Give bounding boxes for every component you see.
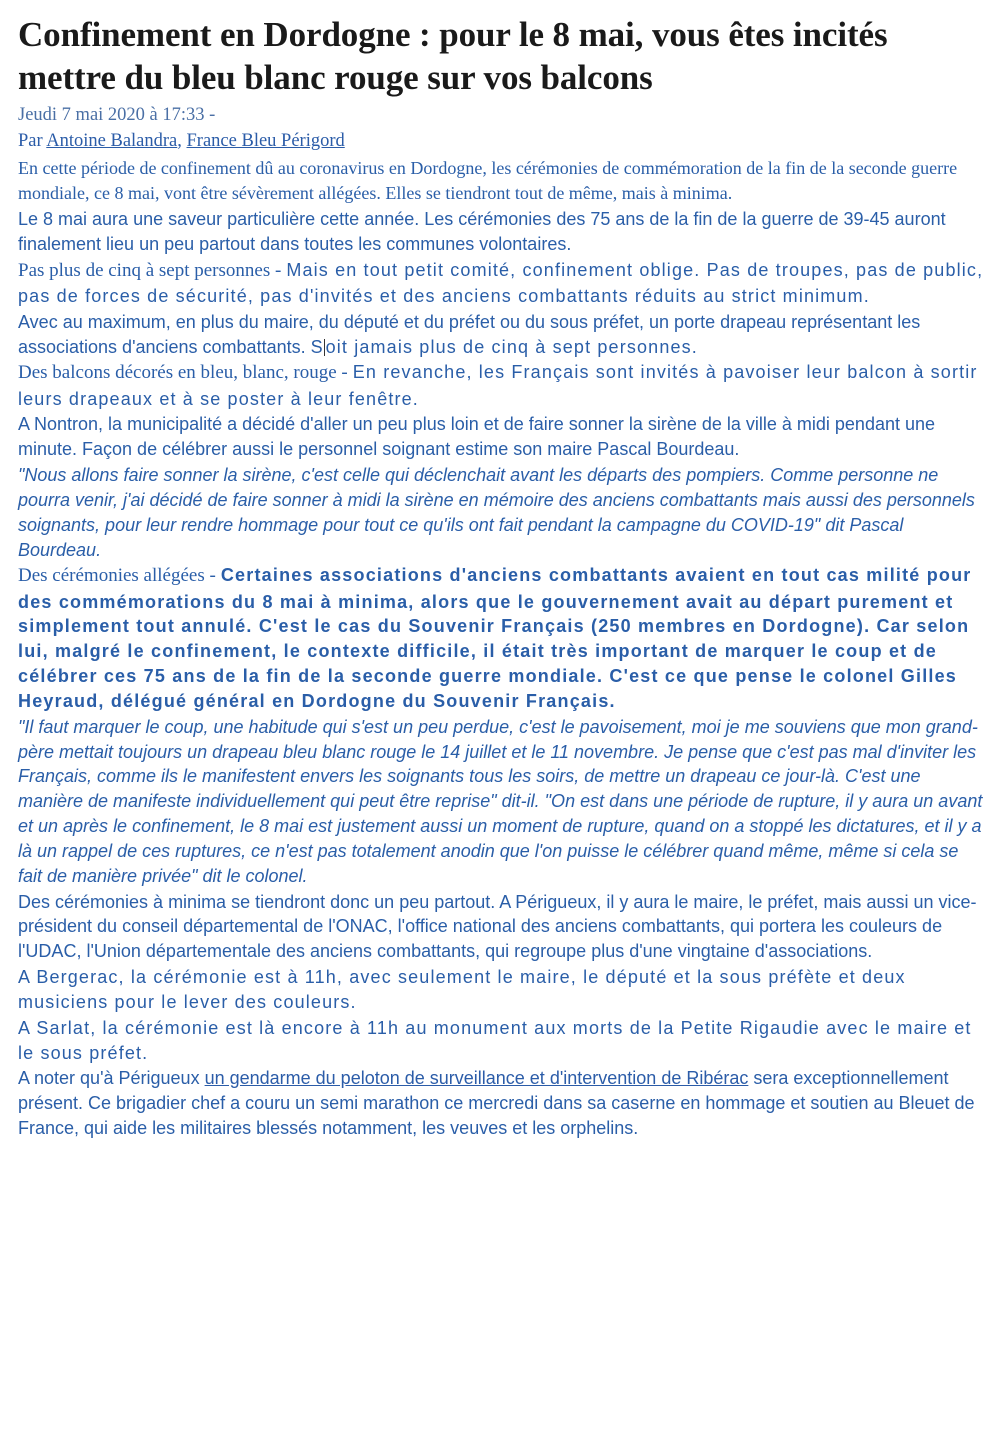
text-max-attendees: Avec au maximum, en plus du maire, du député et du préfet ou du sous préfet, un porte drapeau représentant les associations d'anciens combattants. S (18, 311, 921, 357)
paragraph-gendarme (18, 1066, 984, 1140)
paragraph-perigueux: Des cérémonies à minima se tiendront donc un peu partout. A Périgueux, il y aura le maire, le préfet, mais aussi un vice-président du conseil départemental de l'ONAC, l'office national des anciens combattants, qui portera les couleurs de l'UDAC, l'Union départementale des anciens combattants, qui regroupe plus d'une vingtaine d'associations. (18, 891, 977, 962)
paragraph-nontron: A Nontron, la municipalité a décidé d'aller un peu plus loin et de faire sonner la sirène de la ville à midi pendant une minute. Façon de célébrer aussi le personnel soignant estime son maire Pascal Bourdeau. (18, 414, 936, 460)
quote-colonel-first: "Il faut marquer le coup, une habitude qui s'est un peu perdue, c'est le pavoisement, moi je me souviens que mon grand-père mettait toujours un drapeau bleu blanc rouge le 14 juillet et le 11 novembre. Je pense que c'est pas mal d'inviter les Français, comme ils le manifestent envers les soignants tous les soirs, de mettre un drapeau ce jour-là. C'est une manière de manifeste individuellement qui peut être reprise" (18, 716, 978, 812)
text-gendarme-after: sera exceptionnellement présent. Ce brigadier chef a couru un semi marathon ce mercredi dans sa caserne en hommage et soutien au Bleuet de France, qui aide les militaires blessés notamment, les veuves et les orphelins. (18, 1068, 975, 1139)
paragraph-small-committee (18, 258, 984, 309)
gendarme-article-link[interactable]: un gendarme du peloton de surveillance et d'intervention de Ribérac (204, 1068, 749, 1089)
page-title: Confinement en Dordogne : pour le 8 mai, vous êtes incités mettre du bleu blanc rouge sur vos balcons (18, 15, 888, 97)
paragraph-anniversary: Le 8 mai aura une saveur particulière cette année. Les cérémonies des 75 ans de la fin de la guerre de 39-45 auront finalement lieu un peu partout dans toutes les communes volontaires. (18, 209, 946, 254)
heading-light-ceremonies: Des cérémonies allégées - (18, 565, 216, 587)
quote-colonel (18, 715, 984, 889)
paragraph-sarlat: A Sarlat, la cérémonie est là encore à 11h au monument aux morts de la Petite Rigaudie avec le maire et le sous préfet. (18, 1017, 972, 1063)
quote-colonel-first-attribution: dit-il. (496, 791, 545, 812)
paragraph-max-attendees (18, 310, 984, 360)
byline-prefix: Par (18, 131, 47, 152)
text-balconies: En revanche, les Français sont invités à pavoiser leur balcon à sortir leurs drapeaux et à se poster à leur fenêtre. (18, 362, 978, 409)
text-max-attendees-tail: oit jamais plus de cinq à sept personnes. (325, 336, 698, 357)
quote-bourdeau (18, 463, 984, 562)
publication-date: Jeudi 7 mai 2020 à 17:33 - (18, 105, 216, 126)
quote-colonel-second: "On est dans une période de rupture, il y aura un avant et un après le confinement, le 8 mai est justement aussi un moment de rupture, quand on a stoppé les dictatures, et il y a là un rappel de ces ruptures, ce n'est pas totalement anodin que l'on puisse le célébrer quand même, même si cela se fait de manière privée" (18, 791, 983, 886)
text-light-ceremonies: Certaines associations d'anciens combattants avaient en tout cas milité pour des commémorations du 8 mai à minima, alors que le gouvernement avait au départ purement et simplement tout annulé. C'est le cas du Souvenir Français (250 membres en Dordogne). Car selon lui, malgré le confinement, le contexte difficile, il était très important de marquer le coup et de célébrer ces 75 ans de la fin de la seconde guerre mondiale. C'est ce que pense le colonel Gilles Heyraud, délégué général en Dordogne du Souvenir Français. (18, 565, 972, 711)
quote-colonel-second-attribution: dit le colonel. (197, 865, 308, 886)
author-link[interactable]: Antoine Balandra (46, 131, 178, 152)
paragraph-balconies (18, 360, 984, 411)
byline-separator: , (177, 131, 187, 152)
byline (18, 129, 984, 154)
quote-bourdeau-text: "Nous allons faire sonner la sirène, c'est celle qui déclenchait avant les départs des pompiers. Comme personne ne pourra venir, j'ai décidé de faire sonner à midi la sirène en mémoire des anciens combattants mais aussi des personnels soignants, pour leur rendre hommage pour tout ce qu'ils ont fait pendant la campagne du COVID-19" (18, 465, 975, 535)
text-cursor (324, 339, 325, 356)
paragraph-intro: En cette période de confinement dû au coronavirus en Dordogne, les cérémonies de commémoration de la fin de la seconde guerre mondiale, ce 8 mai, vont être sévèrement allégées. Elles se tiendront tout de même, mais à minima. (18, 158, 958, 204)
text-small-committee: Mais en tout petit comité, confinement oblige. Pas de troupes, pas de public, pas de forces de sécurité, pas d'invités et des anciens combattants réduits au strict minimum. (18, 259, 984, 306)
paragraph-light-ceremonies (18, 563, 984, 713)
heading-balconies: Des balcons décorés en bleu, blanc, rouge - (18, 362, 348, 384)
outlet-link[interactable]: France Bleu Périgord (186, 131, 345, 152)
heading-small-committee: Pas plus de cinq à sept personnes - (18, 259, 282, 281)
text-gendarme-before: A noter qu'à Périgueux (18, 1068, 205, 1089)
paragraph-bergerac: A Bergerac, la cérémonie est à 11h, avec seulement le maire, le député et la sous préfète et deux musiciens pour le lever des couleurs. (18, 967, 906, 1012)
quote-bourdeau-attribution: dit Pascal Bourdeau. (18, 514, 904, 560)
